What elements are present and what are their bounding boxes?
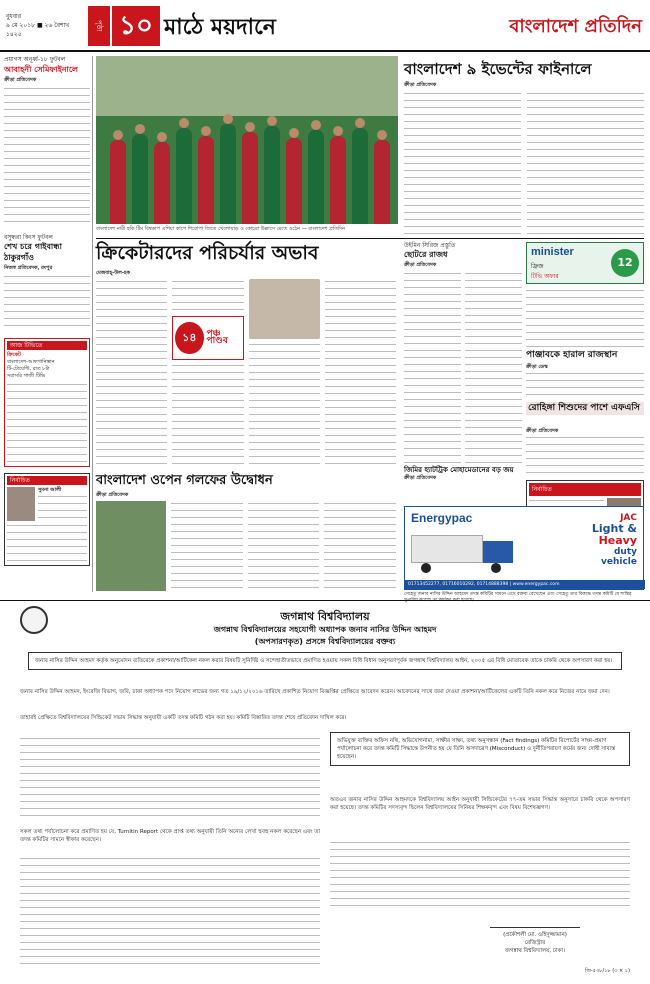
top-right-story: [404, 82, 644, 237]
today-label: ক্রিকেট: [7, 352, 21, 358]
right-story-1: [526, 364, 644, 398]
main-body-col4: [325, 279, 396, 469]
signature-name: (প্রকৌশলী মো. ওহিদুজ্জামান): [503, 932, 567, 938]
player-figure: [374, 140, 390, 224]
minister-tagline: ফ্রিজ: [531, 263, 544, 270]
truck-image: [411, 529, 521, 571]
obit-title: নির্বাচিত: [7, 476, 87, 485]
main-byline: মেজবাহ্-উল-হক: [96, 270, 131, 276]
golf-story: [96, 492, 396, 592]
notice-para-4: অতএব জনাব নাসির উদ্দিন আহমদকে বিশ্ববিদ্যালয় আইন অনুযায়ী সিন্ডিকেটের ৭৭-তম সভার সিদ্ধান্ত অনুসারে চাকরি থেকে অপসারণ করা হয়েছে। তদন্ত কমিটির সদস্যবৃন্দ ছিলেন বিশ্ববিদ্যালয়ের সিনিয়র শিক্ষকবৃন্দ এবং বিষয় বিশেষজ্ঞগণ।: [330, 797, 630, 811]
mid-right-body-col1: [404, 271, 461, 467]
right-title-2[interactable]: রোহিঙ্গা শিশুদের পাশে এফএসি: [526, 402, 644, 415]
right-title-1[interactable]: পাঞ্জাবকে হারাল রাজস্থান: [526, 350, 618, 360]
photo-caption: বাংলাদেশ নারী হকি টিম বিশ্বকাপ এশিয়া কাপে শিরোপা জিতে খেলোয়াড় ও কোচরা উল্লাসে মেতে ওঠেন — বাংলাদেশ প্রতিদিন: [96, 226, 345, 232]
obit-photo: [7, 487, 35, 521]
issue-date: [6, 12, 86, 39]
notice-para-2: তাহারই প্রেক্ষিতে বিশ্ববিদ্যালয়ের সিন্ডিকেট সভায় সিদ্ধান্ত অনুযায়ী একটি তদন্ত কমিটি গঠন করা হয়। কমিটি বিস্তারিত তদন্ত শেষে প্রতিবেদন দাখিল করে।: [20, 715, 347, 721]
story2-title[interactable]: শেখ চরে গাইবান্ধা ঠাকুরগাঁও: [4, 242, 62, 262]
team-photo: [96, 56, 398, 224]
player-figure: [242, 132, 258, 224]
player-figure: [220, 124, 236, 224]
top-right-byline: ক্রীড়া প্রতিবেদক: [404, 82, 437, 88]
today-item-2: টি-টোয়েন্টি, রাত ৮টা: [7, 366, 50, 372]
obit-name: সুমনা আলী: [38, 487, 62, 493]
mid-bottom-story: [404, 466, 522, 506]
section-title: মাঠে ময়দানে: [164, 14, 276, 40]
photo-background: [96, 56, 398, 116]
golf-body-col2: [248, 501, 320, 591]
mid-right-title[interactable]: ছোটরে রাজধ: [404, 250, 448, 259]
player-figure: [154, 142, 170, 224]
golf-headline[interactable]: বাংলাদেশ ওপেন গলফের উদ্বোধন: [96, 473, 273, 488]
story1-byline: ক্রীড়া প্রতিবেদক: [4, 77, 37, 83]
page-number: ১০: [112, 6, 160, 46]
product-line-1: JAC: [620, 513, 637, 523]
notice-body-left-2: [20, 856, 320, 966]
today-item-1: বাংলাদেশ-আফগানিস্তান: [7, 359, 55, 365]
minister-ad[interactable]: [526, 242, 644, 284]
obit-box: [4, 473, 90, 566]
story1-body: [4, 86, 90, 228]
story2-kicker: বসুন্ধরা কিংস ফুটবল: [4, 234, 53, 241]
product-line-4: duty: [613, 547, 637, 557]
right-byline-2: ক্রীড়া প্রতিবেদক: [526, 428, 559, 434]
mid-right-kicker: উইমিন সিরিজ প্রস্তুতি: [404, 242, 456, 249]
quote-box: অভিযুক্ত ব্যক্তির অফিস নথি, অভিযোগনামা, সাক্ষীর সাক্ষ্য, তথ্য অনুসন্ধান (Fact findings) কমিটির রিপোর্টের সাক্ষ্য-প্রমাণ পর্যালোচনা করে তদন্ত কমিটি সিদ্ধান্তে উপনীত হয় যে তিনি অসদাচরণ (Misconduct) ও দুর্নীতিপরায়ণ কর্মের জন্য দোষী সাব্যস্ত হয়েছেন।: [330, 732, 630, 766]
golf-body-col3: [324, 501, 396, 591]
energypac-phone: 01713452277, 01716010292, 01714888398 | www.energypac.com: [405, 580, 645, 589]
player-figure: [198, 136, 214, 224]
obit-text: [38, 494, 87, 520]
notice-strip: সেহেতু জনাব নাসির উদ্দিন আহমেদ তদন্ত কমিটির সামনে এসে বক্তব্য রেখেছেন এবং সেহেতু তার বিরুদ্ধে তদন্ত কমিটি যে শাস্তির: [404, 592, 632, 597]
energypac-ad[interactable]: [404, 506, 644, 590]
signature-org: জগন্নাথ বিশ্ববিদ্যালয়, ঢাকা।: [504, 948, 565, 954]
newspaper-logo[interactable]: বাংলাদেশ প্রতিদিন: [509, 16, 642, 37]
minister-brand: minister: [531, 246, 574, 258]
main-body-col2-bottom: [172, 363, 243, 469]
notice-body-right-2: [330, 840, 630, 906]
notice-subject: জগন্নাথ বিশ্ববিদ্যালয়ের সহযোগী অধ্যাপক জনাব নাসির উদ্দিন আহমদ: [213, 625, 437, 634]
notice-ref: জি-৫৩৮/১৮ (৩ × ১): [585, 968, 630, 974]
story2-byline: নিজস্ব প্রতিবেদক, রংপুর: [4, 265, 53, 271]
right-column: [526, 288, 644, 348]
player-figure: [264, 126, 280, 224]
player-figure: [132, 134, 148, 224]
signature: [490, 914, 580, 928]
today-more: [7, 382, 87, 464]
left-column: [4, 56, 90, 592]
golf-body-col1: [171, 501, 243, 591]
golf-byline: ক্রীড়া প্রতিবেদক: [96, 492, 129, 498]
product-line-5: vehicle: [601, 557, 637, 567]
mid-right-byline: ক্রীড়া প্রতিবেদক: [404, 262, 437, 268]
golf-photo: [96, 501, 166, 591]
right-byline-1: ক্রীড়া ডেস্ক: [526, 364, 548, 370]
player-figure: [176, 128, 192, 224]
mid-right-story: [404, 242, 522, 462]
notice-subject-2: (অপসারণকৃত) প্রসঙ্গে বিশ্ববিদ্যালয়ের বক্তব্য: [254, 637, 396, 646]
player-figure: [308, 130, 324, 224]
top-right-body-col1: [404, 91, 521, 236]
right-story-2: [526, 428, 644, 476]
product-line-2: Light &: [591, 522, 637, 535]
player-figure: [352, 128, 368, 224]
right-body-2: [526, 435, 644, 475]
today-item-3: সরাসরি গাজী টিভি: [7, 373, 46, 379]
top-right-body-col2: [527, 91, 644, 236]
issue-day: বুধবার: [6, 13, 22, 20]
right-column-body: [526, 288, 644, 348]
notice-para-1: জনাব নাসির উদ্দিন আহমদ, ইংরেজি বিভাগ, জবি, ঢাকা অধ্যাপক পদে নিয়োগ লাভের জন্য গত ১৯/১২/২০১৬ তারিখে প্রকাশিত নিয়োগ বিজ্ঞপ্তির প্রেক্ষিতে আবেদন করেন। আবেদনের সাথে জমা দেওয়া প্রকাশনা/আর্টিকেলের একটি তিনি নকল করে নিজের নামে জমা দেন।: [20, 689, 610, 695]
product-box: [545, 513, 637, 575]
column-divider: [92, 56, 93, 592]
page-label: পৃষ্ঠা: [88, 6, 110, 46]
page-header: [0, 0, 650, 52]
author-photo: [249, 279, 320, 339]
mid-bottom-title[interactable]: জিমির হ্যাটট্রিক মোহামেডানের বড় জয়: [404, 466, 514, 474]
official-notice: [0, 596, 650, 984]
obit-body: [7, 523, 87, 563]
product-line-3: Heavy: [598, 534, 637, 547]
main-body-col2-top: [172, 279, 243, 313]
right-body-1: [526, 371, 644, 397]
section-rule: [96, 238, 644, 239]
mid-right-body-col2: [465, 271, 522, 467]
signature-title: রেজিস্ট্রার: [524, 940, 546, 946]
column-badge-box: [172, 316, 243, 360]
mid-bottom-byline: ক্রীড়া প্রতিবেদক: [404, 475, 437, 481]
story1-title[interactable]: আবাহনী সেমিফাইনালে: [4, 65, 79, 74]
story2-body: [4, 274, 90, 332]
main-body-col1: [96, 279, 167, 469]
university-name: জগন্নাথ বিশ্ববিদ্যালয়: [280, 610, 370, 623]
story1-kicker: প্রয়াগস অনূর্ধ্ব-১৮ ফুটবল: [4, 56, 66, 63]
notice-body-left: [20, 736, 320, 820]
minister-badge: 12: [611, 249, 639, 277]
right-obit-title: নির্বাচিত: [529, 483, 641, 496]
main-story: [96, 270, 396, 468]
issue-date-line: ৯ মে ২০১৮ ■ ২৬ বৈশাখ ১৪২৫: [6, 22, 70, 38]
today-box-title: আজ টিভিতে: [7, 341, 87, 350]
main-headline[interactable]: ক্রিকেটারদের পরিচর্যার অভাব: [96, 242, 319, 264]
minister-sub: টিভি অফার: [531, 273, 559, 280]
column-name: পঞ্চ পাণ্ডব: [206, 329, 228, 346]
notice-para-3: সকল তথ্য পর্যালোচনা করে প্রমাণিত হয় যে, Turnitin Report থেকে প্রাপ্ত তথ্য অনুযায়ী তিনি অন্যের লেখা হুবহু নকল করেছেন এবং তা তদন্ত কমিটির সামনে স্বীকার করেছেন।: [20, 829, 320, 843]
energypac-brand: Energypac: [411, 511, 473, 525]
player-figure: [286, 138, 302, 224]
intro-box: জনাব নাসির উদ্দিন আহমদ কর্তৃক অনুমোদন ব্যতিরেকে প্রকাশনা/আর্টিকেল নকল করার বিষয়টি সুনির্দিষ্ট ও সন্দেহাতীতভাবে প্রমাণিত হওয়ায় সকল বিধি বিধান অনুসরণপূর্বক জগন্নাথ বিশ্ববিদ্যালয় আইন, ২০০৫ এর বিধি মোতাবেক তাকে চাকরি থেকে অপসারণ করা হয়।: [28, 652, 622, 670]
column-badge: ১৪: [175, 322, 203, 354]
today-box: [4, 338, 90, 467]
player-figure: [110, 140, 126, 224]
main-body-col3: [249, 342, 320, 469]
top-right-headline[interactable]: বাংলাদেশ ৯ ইভেন্টের ফাইনালে: [404, 60, 592, 78]
player-figure: [330, 136, 346, 224]
